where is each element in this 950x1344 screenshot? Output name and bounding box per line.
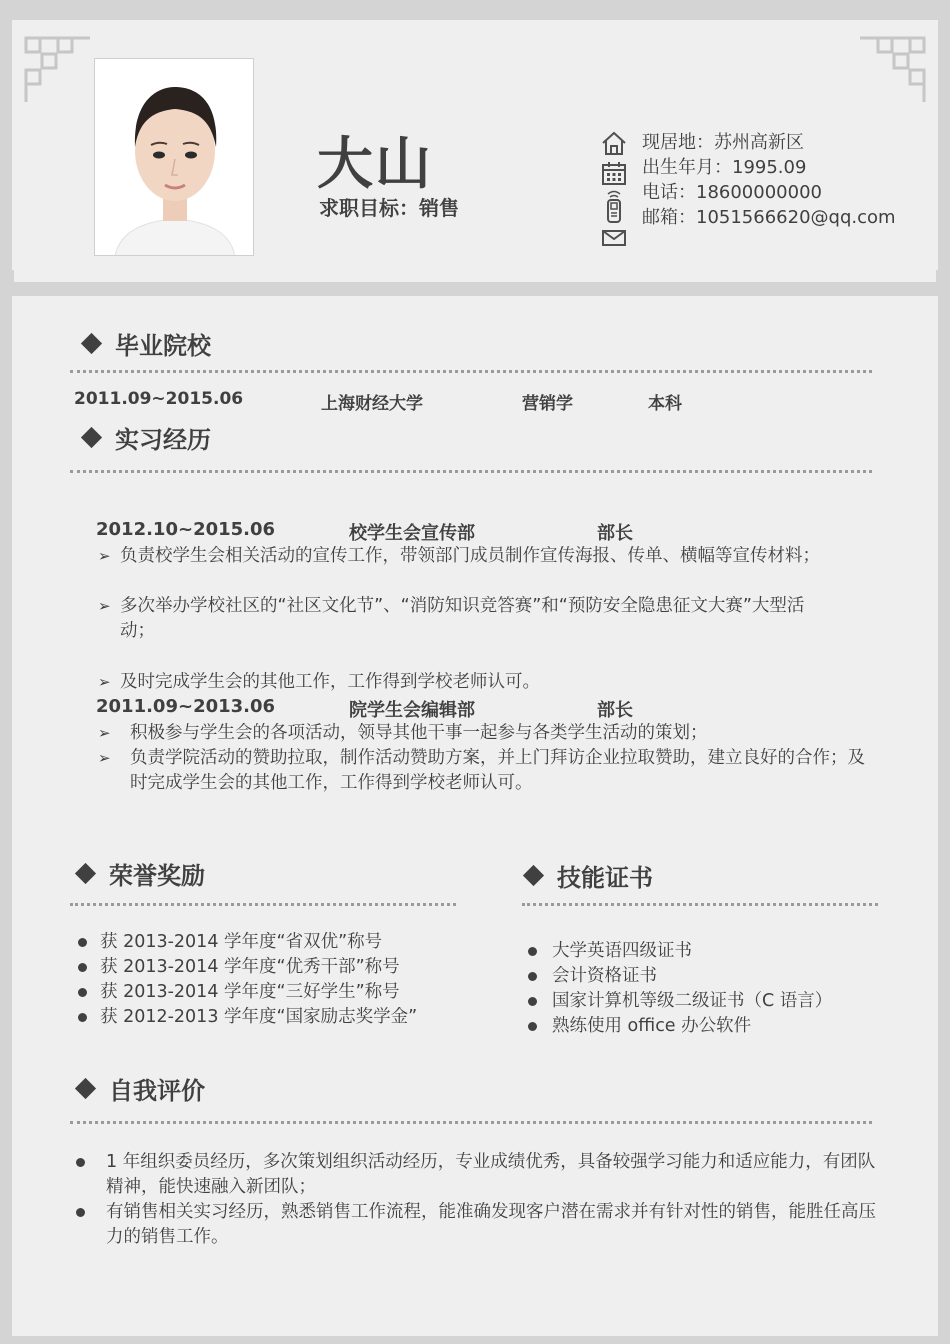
education-degree: 本科	[648, 394, 682, 414]
list-item: 获 2013-2014 学年度“优秀干部”称号	[78, 955, 450, 980]
job-role: 部长	[597, 523, 633, 544]
list-item: 有销售相关实习经历，熟悉销售工作流程，能准确发现客户潜在需求并有针对性的销售，能胜任高压力的销售工作。	[76, 1200, 876, 1250]
section-heading-education	[80, 326, 211, 361]
education-major: 营销学	[522, 394, 573, 414]
arrow-bullet-icon: ➢	[98, 547, 111, 565]
contact-list	[642, 130, 896, 230]
job-bullet: ➢ 多次举办学校社区的“社区文化节”、“消防知识竞答赛”和“预防安全隐患征文大赛”大型活动；	[98, 596, 805, 641]
contact-email[interactable]: 邮箱：1051566620@qq.com	[642, 207, 896, 228]
job-org: 院学生会编辑部	[349, 700, 475, 721]
list-item: 国家计算机等级二级证书（C 语言）	[528, 989, 858, 1014]
job-bullet: ➢ 及时完成学生会的其他工作，工作得到学校老师认可。	[98, 670, 838, 695]
phone-icon	[600, 188, 628, 226]
corner-ornament-left	[24, 36, 96, 108]
list-item: 获 2013-2014 学年度“三好学生”称号	[78, 980, 450, 1005]
dotted-divider	[70, 470, 872, 473]
home-icon	[600, 130, 628, 156]
corner-ornament-right	[854, 36, 926, 108]
header-card	[12, 20, 938, 282]
diamond-icon	[75, 1078, 96, 1099]
arrow-bullet-icon: ➢	[98, 673, 111, 691]
education-period: 2011.09~2015.06	[74, 389, 244, 409]
list-item: 会计资格证书	[528, 964, 858, 989]
arrow-bullet-icon: ➢	[98, 749, 111, 767]
dotted-divider	[70, 1121, 872, 1124]
diamond-icon	[75, 863, 96, 884]
contact-birth: 出生年月：1995.09	[642, 157, 807, 178]
section-heading-internship	[80, 420, 211, 455]
diamond-icon	[81, 427, 102, 448]
list-item: 大学英语四级证书	[528, 939, 858, 964]
section-title: 毕业院校	[115, 332, 211, 360]
honors-list	[78, 930, 450, 1030]
arrow-bullet-icon: ➢	[98, 724, 111, 742]
job-bullet: ➢ 积极参与学生会的各项活动，领导其他干事一起参与各类学生活动的策划；	[98, 721, 868, 746]
job-period: 2011.09~2013.06	[96, 696, 276, 717]
skills-list	[528, 939, 858, 1039]
list-item: 熟练使用 office 办公软件	[528, 1014, 858, 1039]
list-item: 1 年组织委员经历，多次策划组织活动经历，专业成绩优秀，具备较强学习能力和适应能力，有团队精神，能快速融入新团队；	[76, 1150, 876, 1200]
dotted-divider	[70, 370, 872, 373]
mail-icon	[600, 228, 628, 248]
connector-right	[936, 270, 950, 318]
job-bullet: ➢ 负责校学生会相关活动的宣传工作，带领部门成员制作宣传海报、传单、横幅等宣传材料；	[98, 544, 858, 569]
calendar-icon	[600, 160, 628, 186]
contact-address: 现居地：苏州高新区	[642, 132, 804, 153]
section-heading-honors	[74, 856, 205, 891]
arrow-bullet-icon: ➢	[98, 597, 111, 615]
diamond-icon	[523, 865, 544, 886]
evaluation-list	[76, 1150, 876, 1250]
candidate-name: 大山	[317, 132, 433, 197]
dotted-divider	[522, 903, 878, 906]
job-period: 2012.10~2015.06	[96, 519, 276, 540]
section-heading-skills	[522, 858, 653, 893]
section-title: 自我评价	[109, 1077, 205, 1105]
list-item: 获 2012-2013 学年度“国家励志奖学金”	[78, 1005, 450, 1030]
section-title: 荣誉奖励	[109, 862, 205, 890]
contact-phone: 电话：18600000000	[642, 182, 822, 203]
profile-photo	[94, 58, 254, 256]
diamond-icon	[81, 333, 102, 354]
dotted-divider	[70, 903, 456, 906]
section-title: 实习经历	[115, 426, 211, 454]
job-org: 校学生会宣传部	[349, 523, 475, 544]
section-title: 技能证书	[557, 864, 653, 892]
education-school: 上海财经大学	[321, 394, 423, 414]
job-objective: 求职目标：销售	[319, 196, 459, 220]
list-item: 获 2013-2014 学年度“省双优”称号	[78, 930, 450, 955]
job-bullet: ➢ 负责学院活动的赞助拉取，制作活动赞助方案，并上门拜访企业拉取赞助，建立良好的合作；及时完成学生会的其他工作，工作得到学校老师认可。	[98, 748, 865, 793]
section-heading-evaluation	[74, 1071, 205, 1106]
contact-icons	[600, 130, 628, 248]
job-role: 部长	[597, 700, 633, 721]
